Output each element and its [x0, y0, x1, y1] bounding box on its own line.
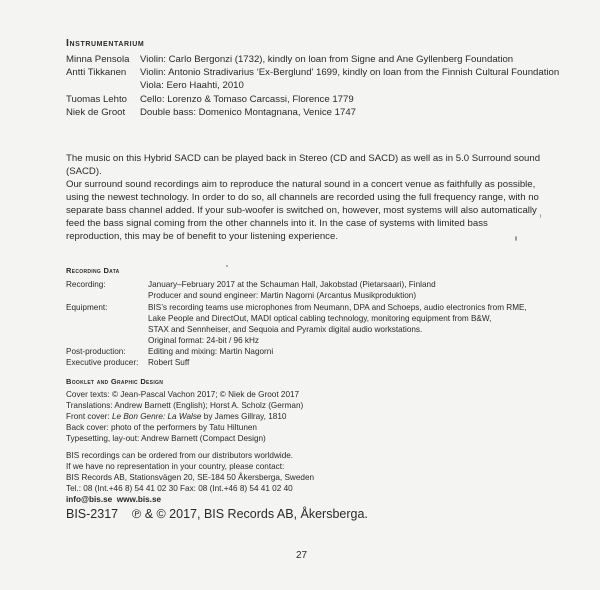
front-cover-credit [66, 411, 286, 422]
performer-name: Niek de Groot [66, 107, 126, 118]
cover-texts: Cover texts: © Jean-Pascal Vachon 2017; © Niek de Groot 2017 [66, 390, 300, 399]
equipment-line: Lake People and DirectOut, MADI optical cabling technology, monitoring equipment from B&W, [148, 314, 492, 323]
front-cover-prefix: Front cover: [66, 412, 112, 421]
instrument-row [66, 106, 356, 119]
recording-label: Recording: [66, 280, 106, 289]
page-number: 27 [296, 550, 308, 561]
performer-name: Minna Pensola [66, 54, 130, 65]
contact-links [66, 494, 161, 505]
instrument-row [66, 66, 559, 79]
back-cover-credit: Back cover: photo of the performers by Tatu Hiltunen [66, 423, 257, 432]
performer-name: Tuomas Lehto [66, 94, 127, 105]
web-link[interactable]: www.bis.se [116, 495, 162, 504]
instrument-desc: Double bass: Domenico Montagnana, Venice 1747 [140, 107, 357, 118]
address-line: BIS Records AB, Stationsvägen 20, SE-184 50 Åkersberga, Sweden [66, 473, 315, 482]
instrument-desc: Violin: Carlo Bergonzi (1732), kindly on loan from Signe and Ane Gyllenberg Foundation [140, 54, 514, 65]
original-format: Original format: 24-bit / 96 kHz [148, 336, 260, 345]
performer-name: Antti Tikkanen [66, 67, 127, 78]
distribution-line: BIS recordings can be ordered from our distributors worldwide. [66, 451, 294, 460]
front-cover-suffix: by James Gillray, 1810 [201, 412, 287, 421]
sacd-note: The music on this Hybrid SACD can be played back in Stereo (CD and SACD) as well as in 5.0 Surround sound (SACD). [66, 153, 541, 177]
booklet-heading: Booklet and Graphic Design [66, 377, 164, 386]
instrument-row [66, 79, 244, 92]
executive-producer-value: Robert Suff [148, 358, 190, 367]
equipment-row [66, 302, 527, 313]
equipment-line: STAX and Sennheiser, and Sequoia and Pyramix digital audio workstations. [148, 325, 423, 334]
email-link[interactable]: info@bis.se [66, 495, 113, 504]
paper-speck [226, 265, 228, 267]
recording-value: January–February 2017 at the Schauman Hall, Jakobstad (Pietarsaari), Finland [148, 280, 436, 289]
instrument-desc: Violin: Antonio Stradivarius ‘Ex-Berglund’ 1699, kindly on loan from the Finnish Cultural Foundation [140, 67, 560, 78]
instrument-row [66, 53, 513, 66]
executive-producer-label: Executive producer: [66, 358, 139, 367]
translations: Translations: Andrew Barnett (English); Horst A. Scholz (German) [66, 401, 304, 410]
post-production-row [66, 346, 273, 357]
instrument-desc: Cello: Lorenzo & Tomaso Carcassi, Florence 1779 [140, 94, 354, 105]
catalog-copyright: BIS-2317 ℗ & © 2017, BIS Records AB, Åkersberga. [66, 507, 368, 521]
post-production-label: Post-production: [66, 347, 126, 356]
executive-producer-row [66, 357, 189, 368]
equipment-value: BIS’s recording teams use microphones from Neumann, DPA and Schoeps, audio electronics from RME, [148, 303, 527, 312]
phone-fax-line: Tel.: 08 (Int.+46 8) 54 41 02 30 Fax: 08 (Int.+46 8) 54 41 02 40 [66, 484, 293, 493]
equipment-label: Equipment: [66, 303, 108, 312]
typesetting-credit: Typesetting, lay-out: Andrew Barnett (Compact Design) [66, 434, 266, 443]
instrument-desc: Viola: Eero Haahti, 2010 [140, 80, 244, 91]
recording-data-heading: Recording Data [66, 266, 120, 275]
paper-speck [515, 236, 517, 241]
instrumentarium-heading: Instrumentarium [66, 37, 145, 49]
recording-row [66, 279, 436, 290]
paper-speck [540, 214, 541, 218]
instrument-row [66, 93, 354, 106]
producer-line: Producer and sound engineer: Martin Nagorni (Arcantus Musikproduktion) [148, 291, 417, 300]
post-production-value: Editing and mixing: Martin Nagorni [148, 347, 274, 356]
distribution-line: If we have no representation in your country, please contact: [66, 462, 285, 471]
front-cover-title: Le Bon Genre: La Walse [111, 412, 202, 421]
surround-note: Our surround sound recordings aim to reproduce the natural sound in a concert venue as faithfully as possible, using the newest technology. In order to do so, all channels are recorded using the full frequency range, with no separate bass channel added. If your sub-woofer is switched on, however, most systems will also automatically feed the bass signal coming from the other channels into it. In the case of systems with limited bass reproduction, this may be of benefit to your listening experience. [66, 179, 539, 242]
